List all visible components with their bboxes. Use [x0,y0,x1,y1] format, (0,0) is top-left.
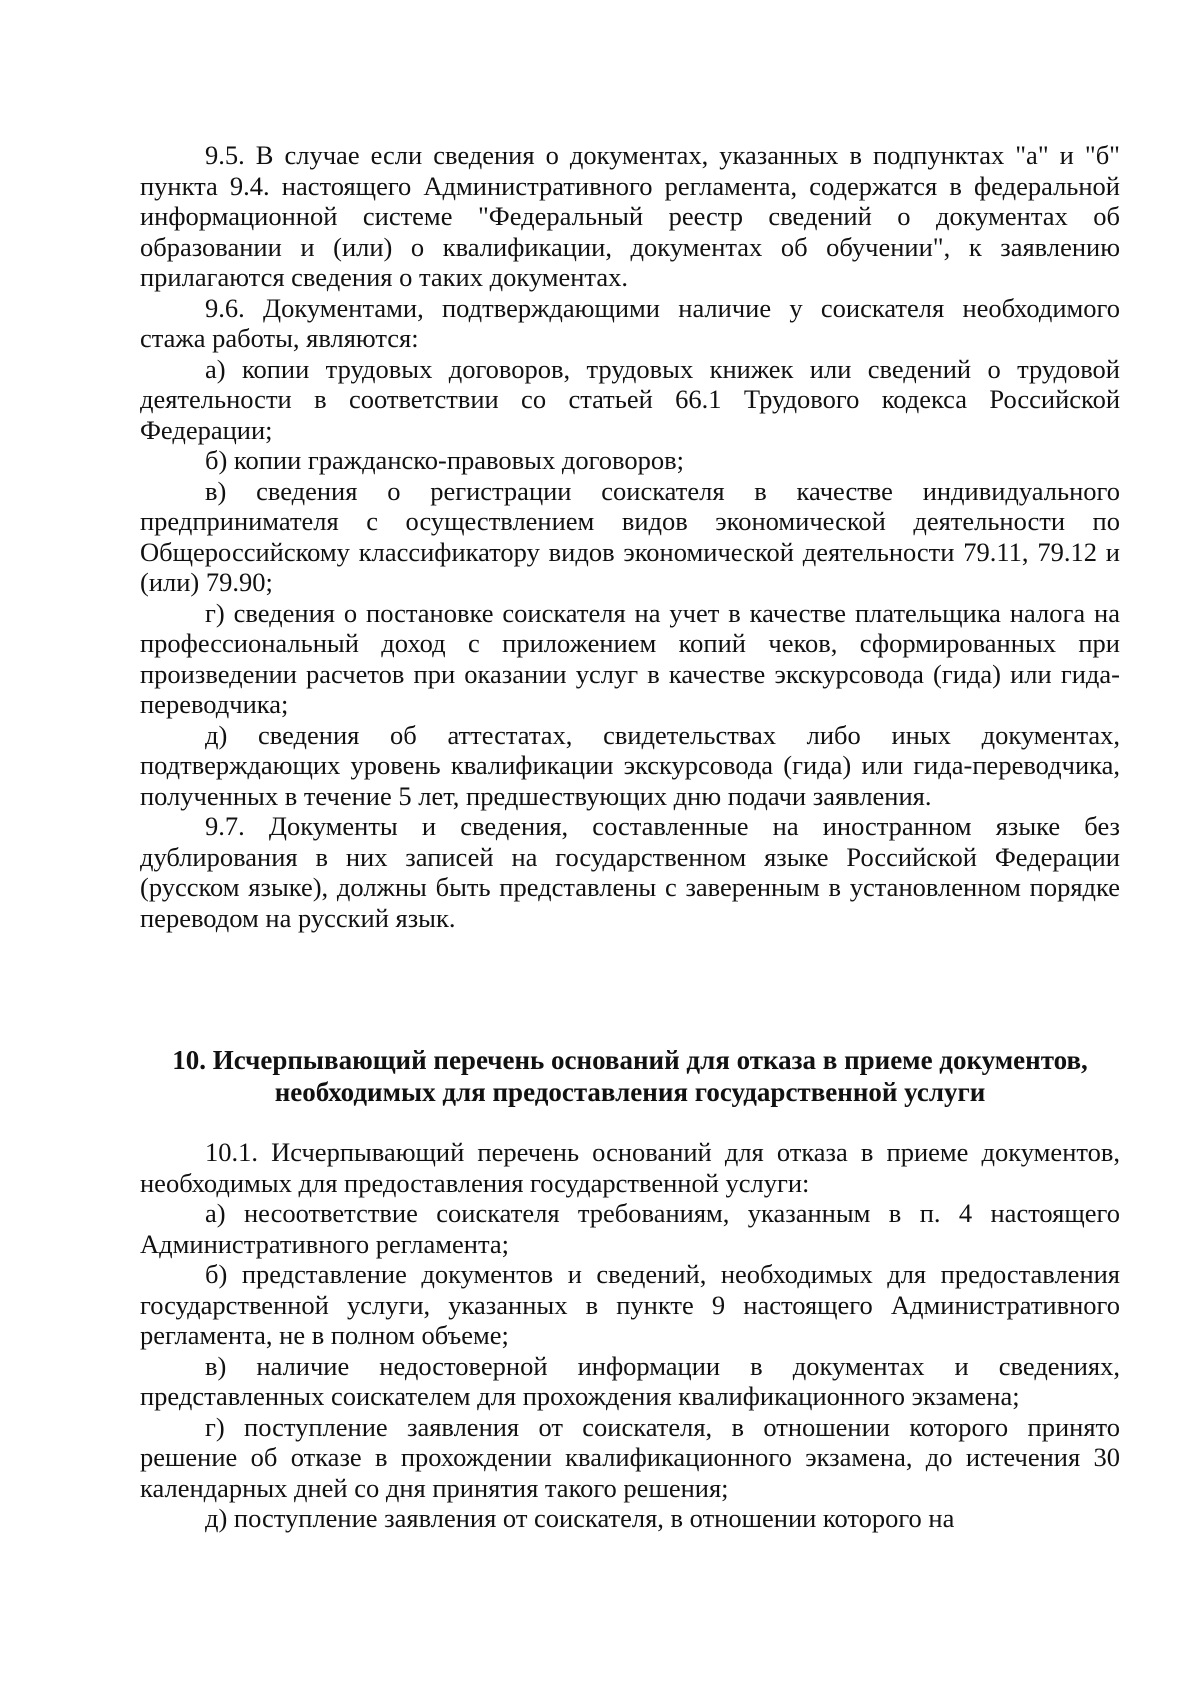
paragraph-9-6-g: г) сведения о постановке соискателя на учет в качестве плательщика налога на профессиональный доход с приложением копий чеков, сформированных при произведении расчетов при оказании услуг в качестве экскурсовода (гида) или гида-переводчика; [140,597,1120,719]
text-block-bottom [140,1137,1120,1534]
paragraph-10-1-d: д) поступление заявления от соискателя, в отношении которого на [205,1503,955,1533]
paragraph-9-6-a: а) копии трудовых договоров, трудовых книжек или сведений о трудовой деятельности в соответствии со статьей 66.1 Трудового кодекса Российской Федерации; [140,353,1120,445]
text-block-top [140,140,1120,933]
paragraph-9-6-d: д) сведения об аттестатах, свидетельствах либо иных документах, подтверждающих уровень квалификации экскурсовода (гида) или гида-переводчика, полученных в течение 5 лет, предшествующих дню подачи заявления. [140,719,1120,811]
paragraph-10-1-g: г) поступление заявления от соискателя, в отношении которого принято решение об отказе в прохождении квалификационного экзамена, до истечения 30 календарных дней со дня принятия такого решения; [140,1411,1120,1503]
section-heading: 10. Исчерпывающий перечень оснований для отказа в приеме документов, необходимых для предоставления государственной услуги [172,1045,1088,1107]
paragraph-9-6-b: б) копии гражданско-правовых договоров; [205,445,684,475]
paragraph-9-6: 9.6. Документами, подтверждающими наличие у соискателя необходимого стажа работы, являются: [140,292,1120,353]
paragraph-9-7: 9.7. Документы и сведения, составленные на иностранном языке без дублирования в них записей на государственном языке Российской Федерации (русском языке), должны быть представлены с заверенным в установленном порядке переводом на русский язык. [140,811,1120,933]
paragraph-10-1-v: в) наличие недостоверной информации в документах и сведениях, представленных соискателем для прохождения квалификационного экзамена; [140,1350,1120,1411]
section-heading-block [140,1044,1120,1108]
paragraph-10-1-a: а) несоответствие соискателя требованиям, указанным в п. 4 настоящего Административного регламента; [140,1198,1120,1259]
paragraph-9-6-v: в) сведения о регистрации соискателя в качестве индивидуального предпринимателя с осуществлением видов экономической деятельности по Общероссийскому классификатору видов экономической деятельности 79.11, 79.12 и (или) 79.90; [140,475,1120,597]
paragraph-9-5: 9.5. В случае если сведения о документах, указанных в подпунктах "а" и "б" пункта 9.4. настоящего Административного регламента, содержатся в федеральной информационной системе "Федеральный реестр сведений о документах об образовании и (или) о квалификации, документах об обучении", к заявлению прилагаются сведения о таких документах. [140,140,1120,292]
paragraph-10-1-b: б) представление документов и сведений, необходимых для предоставления государственной услуги, указанных в пункте 9 настоящего Административного регламента, не в полном объеме; [140,1259,1120,1350]
paragraph-10-1: 10.1. Исчерпывающий перечень оснований для отказа в приеме документов, необходимых для предоставления государственной услуги: [140,1137,1120,1198]
